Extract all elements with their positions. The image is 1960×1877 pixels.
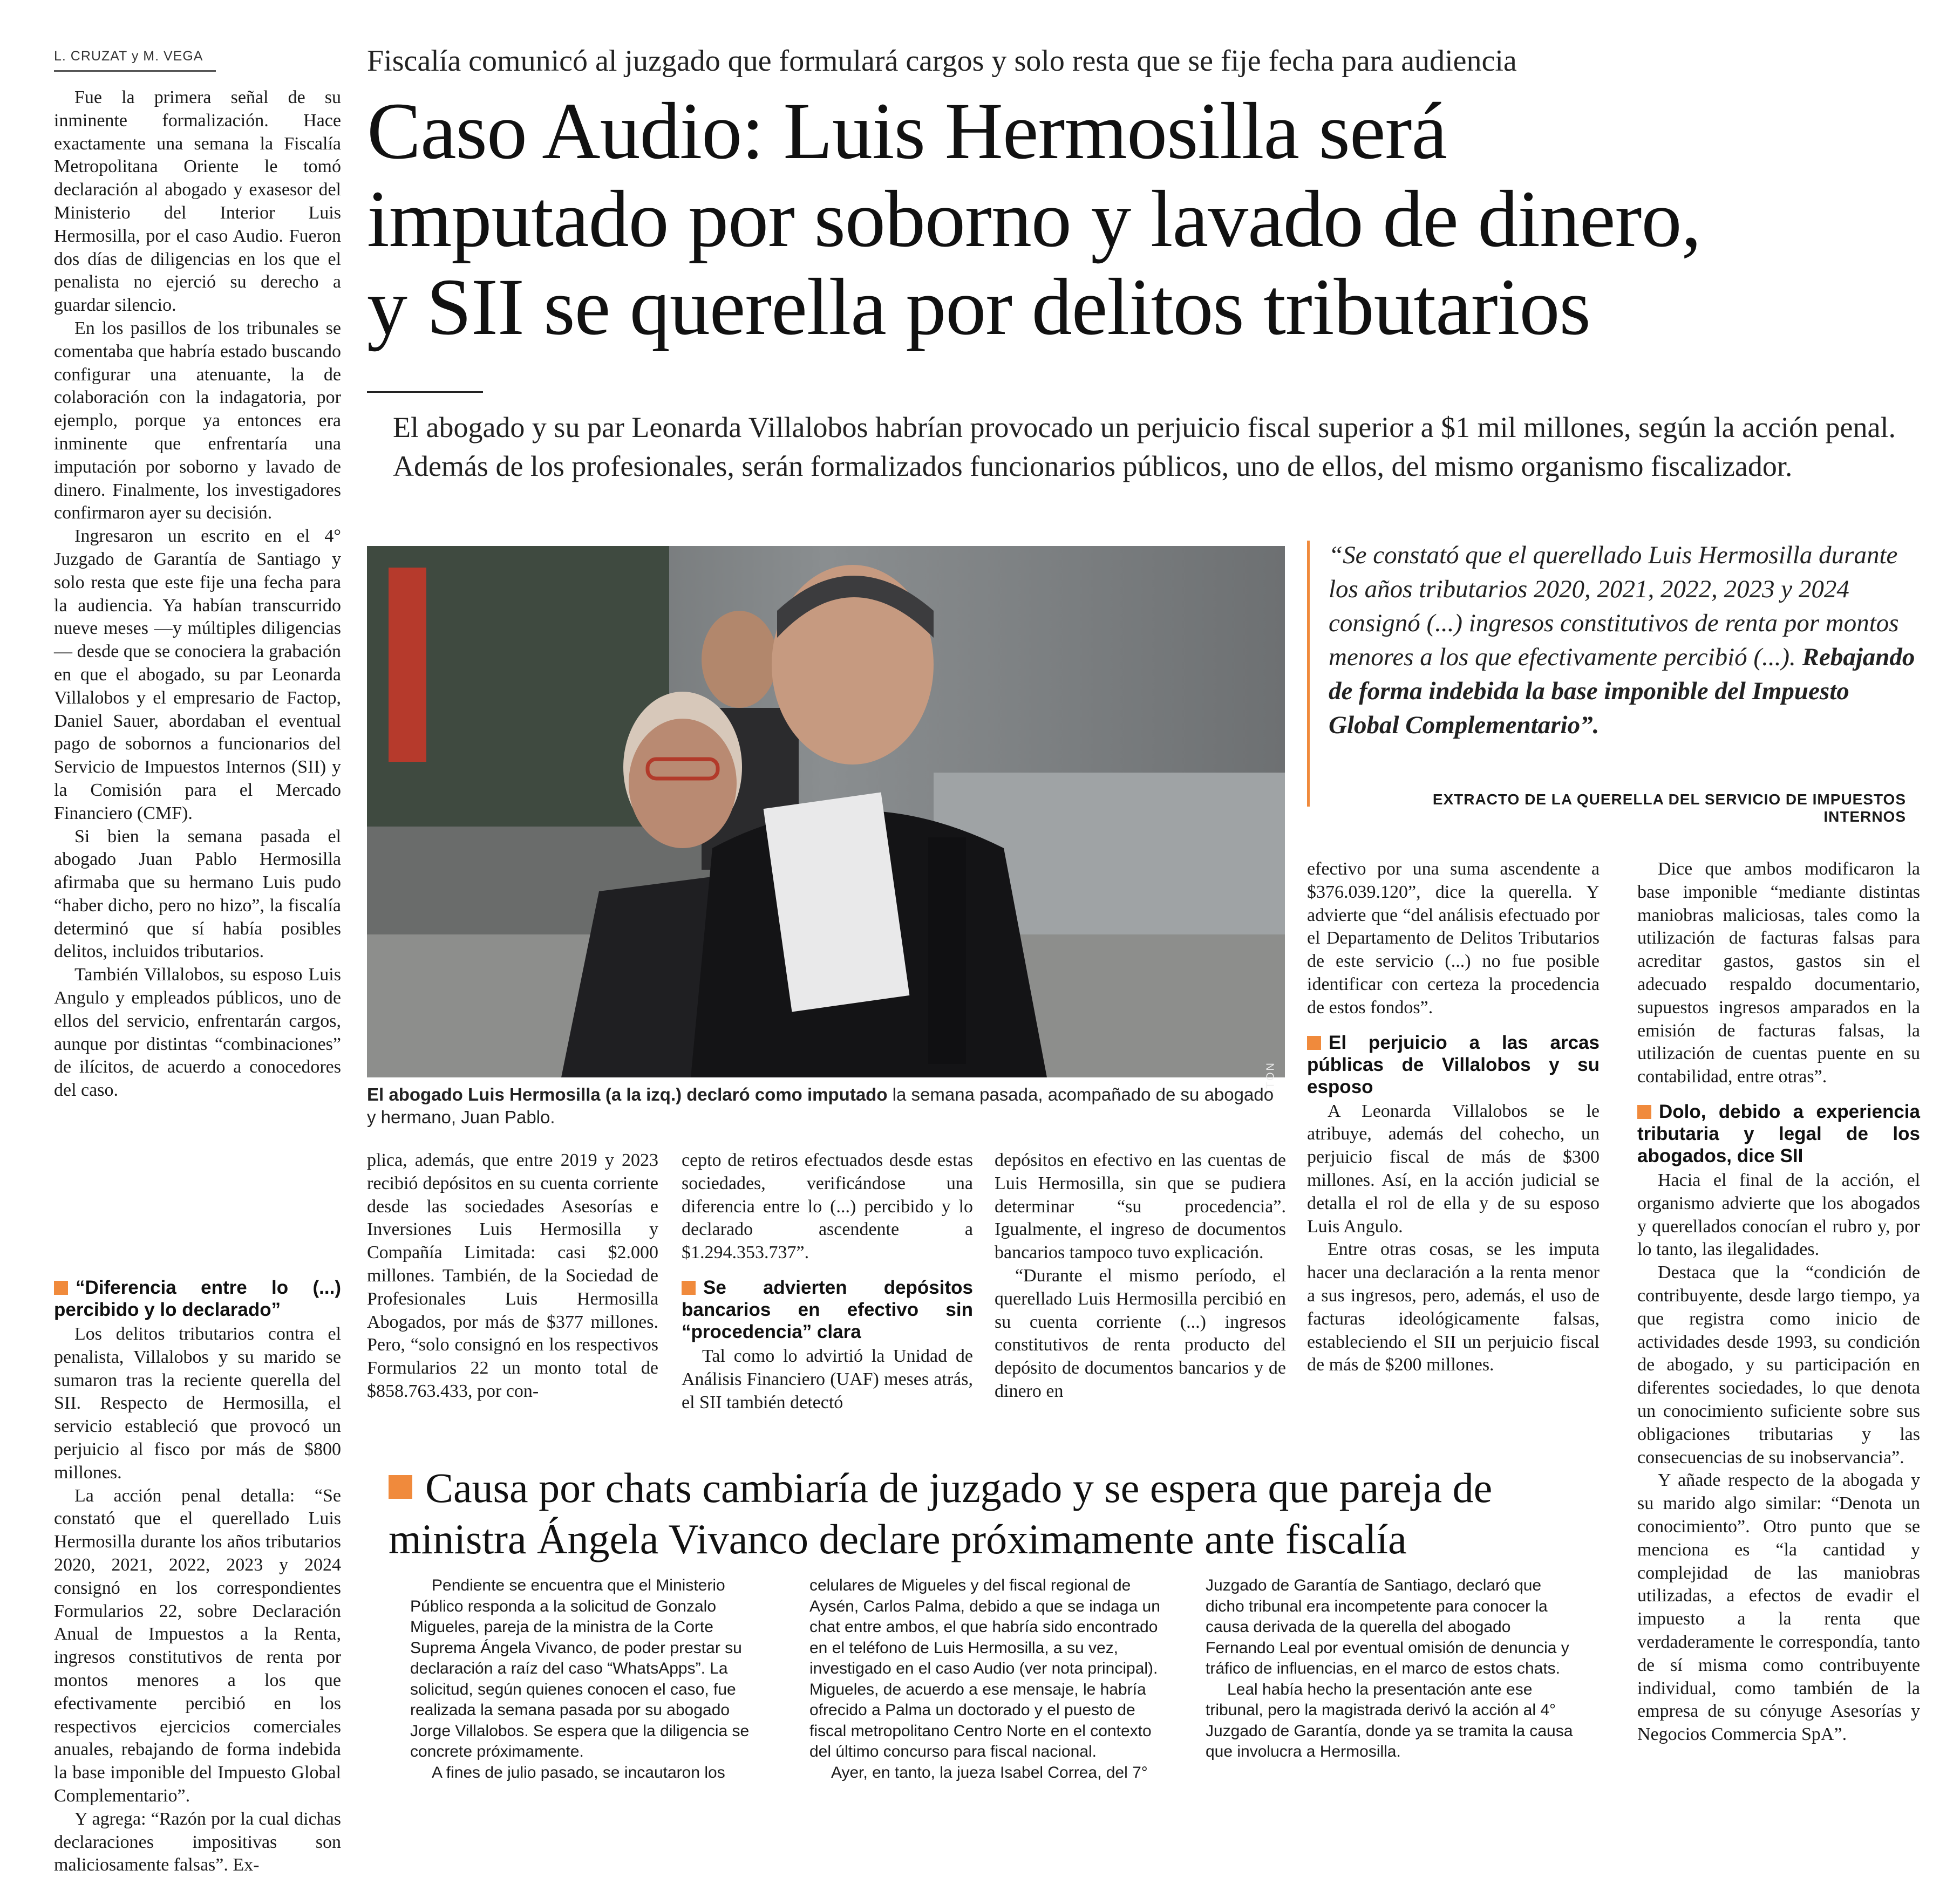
photo-caption xyxy=(367,1083,1284,1129)
subhead: “Diferencia entre lo (...) percibido y lo declarado” xyxy=(54,1277,341,1320)
caption-text: la semana pasada, acompañado de su abogado y hermano, Juan Pablo. xyxy=(367,1084,1274,1127)
paragraph: Tal como lo advirtió la Unidad de Análisis Financiero (UAF) meses atrás, el SII también detectó xyxy=(682,1346,973,1412)
caption-bold: El abogado Luis Hermosilla (a la izq.) declaró como imputado xyxy=(367,1084,888,1104)
article-column-3 xyxy=(682,1149,973,1414)
paragraph: Leal había hecho la presentación ante ese tribunal, pero la magistrada derivó la acción al 4° Juzgado de Garantía, donde ya se tramita la causa que involucra a Hermosilla. xyxy=(1206,1680,1573,1760)
quote-source: EXTRACTO DE LA QUERELLA DEL SERVICIO DE IMPUESTOS INTERNOS xyxy=(1432,791,1906,825)
square-bullet-icon xyxy=(389,1475,412,1499)
paragraph: celulares de Migueles y del fiscal regional de Aysén, Carlos Palma, debido a que se indaga un chat entre ambos, el que habría sido encontrado en el teléfono de Luis Hermosilla, a su vez, investigado en el caso Audio (ver nota principal). Migueles, de acuerdo a ese mensaje, le habría ofrecido a Palma un doctorado y el puesto de fiscal metropolitano Centro Norte en el contexto del último concurso para fiscal nacional. xyxy=(809,1576,1160,1760)
byline-rule xyxy=(54,70,216,72)
paragraph: Destaca que la “condición de contribuyente, desde largo tiempo, ya que registra como inicio de actividades desde 1993, su condición de abogado, y su participación en diferentes sociedades, lo que denota un conocimiento suficiente sobre sus obligaciones tributarias y las consecuencias de su inobservancia”. xyxy=(1637,1262,1920,1468)
quote-text: “Se constató que el querellado Luis Hermosilla durante los años tributarios 2020, 2021, 2022, 2023 y 2024 consignó (...) ingresos constitutivos de renta por montos menores a los que efectivamente percibió (...). xyxy=(1329,541,1899,671)
article-column-2 xyxy=(367,1149,658,1403)
square-bullet-icon xyxy=(54,1281,68,1295)
headline-line: y SII se querella por delitos tributarios xyxy=(367,262,1590,352)
paragraph: depósitos en efectivo en las cuentas de Luis Hermosilla, sin que se pudiera determinar “su procedencia”. Igualmente, el ingreso de documentos bancarios tampoco tuvo explicación. xyxy=(995,1150,1286,1263)
paragraph: plica, además, que entre 2019 y 2023 recibió depósitos en su cuenta corriente desde las sociedades Asesorías e Inversiones Luis Hermosilla y Compañía Limitada: casi $2.000 millones. También, de la Sociedad de Profesionales Luis Hermosilla Abogados, por más de $377 millones. Pero, “solo consignó en los respectivos Formularios 22 un monto total de $858.763.433, por con- xyxy=(367,1150,658,1401)
subhead: Dolo, debido a experiencia tributaria y legal de los abogados, dice SII xyxy=(1637,1101,1920,1166)
paragraph: Hacia el final de la acción, el organismo advierte que los abogados y querellados conocían el rubro y, por lo tanto, las ilegalidades. xyxy=(1637,1170,1920,1260)
quote-bold: Rebajando de forma indebida la base imponible del Impuesto Global Complementario”. xyxy=(1329,643,1915,739)
photo-illustration xyxy=(367,546,1285,1077)
secondary-column-3 xyxy=(1206,1575,1578,1763)
paragraph: Si bien la semana pasada el abogado Juan Pablo Hermosilla afirmaba que su hermano Luis pudo “haber dicho, pero no hizo”, la fiscalía determinó que sí había posibles delitos, incluidos tributarios. xyxy=(54,826,341,962)
paragraph: Entre otras cosas, se les imputa hacer una declaración a la renta menor a sus ingresos, pero, además, el uso de facturas ideológicamente falsas, estableciendo el SII un perjuicio fiscal de más de $200 millones. xyxy=(1307,1239,1600,1375)
paragraph: “Durante el mismo período, el querellado Luis Hermosilla percibió en su cuenta corriente (...) ingresos constitutivos de renta producto del depósito de documentos bancarios y de dinero en xyxy=(995,1265,1286,1401)
article-column-1 xyxy=(54,86,341,1102)
secondary-headline: Causa por chats cambiaría de juzgado y se espera que pareja de ministra Ángela Vivanco declare próximamente ante fiscalía xyxy=(389,1464,1493,1562)
paragraph: Y agrega: “Razón por la cual dichas declaraciones impositivas son maliciosamente falsas”. Ex- xyxy=(54,1808,341,1875)
quote-accent-bar xyxy=(1307,541,1310,807)
paragraph: Juzgado de Garantía de Santiago, declaró que dicho tribunal era incompetente para conocer la causa derivada de la querella del abogado Fernando Leal por eventual omisión de denuncia y tráfico de influencias, en el marco de estos chats. xyxy=(1206,1576,1569,1677)
article-column-1-lower xyxy=(54,1277,341,1877)
subhead: El perjuicio a las arcas públicas de Villalobos y su esposo xyxy=(1307,1032,1600,1097)
paragraph: La acción penal detalla: “Se constató que el querellado Luis Hermosilla durante los años tributarios 2020, 2021, 2022, 2023 y 2024 consignó en los correspondientes Formularios 22, sobre Declaración Anual de Impuestos a la Renta, ingresos constitutivos de renta por montos menores a los que efectivamente percibió en los respectivos ejercicios comerciales anuales, rebajando de forma indebida la base imponible del Impuesto Global Complementario”. xyxy=(54,1485,341,1806)
paragraph: Pendiente se encuentra que el Ministerio Público responda a la solicitud de Gonzalo Migueles, pareja de la ministra de la Corte Suprema Ángela Vivanco, de poder prestar su declaración a raíz del caso “WhatsApps”. La solicitud, según quienes conocen el caso, fue realizada la semana pasada por su abogado Jorge Villalobos. Se espera que la diligencia se concrete próximamente. xyxy=(410,1576,750,1760)
photo-credit: ATON xyxy=(1265,1061,1277,1097)
article-column-6 xyxy=(1637,858,1920,1746)
byline: L. CRUZAT y M. VEGA xyxy=(54,49,203,64)
paragraph: Los delitos tributarios contra el penalista, Villalobos y su marido se sumaron tras la reciente querella del SII. Respecto de Hermosilla, el servicio estableció que provocó un perjuicio al fisco por más de $800 millones. xyxy=(54,1324,341,1483)
square-bullet-icon xyxy=(682,1281,696,1295)
secondary-column-2 xyxy=(809,1575,1160,1783)
paragraph: efectivo por una suma ascendente a $376.039.120”, dice la querella. Y advierte que “del análisis efectuado por el Departamento de Delitos Tributarios de este servicio (...) no fue posible identificar con certeza la procedencia de estos fondos”. xyxy=(1307,859,1600,1018)
kicker: Fiscalía comunicó al juzgado que formulará cargos y solo resta que se fije fecha para audiencia xyxy=(367,44,1517,78)
paragraph: Ayer, en tanto, la jueza Isabel Correa, del 7° xyxy=(831,1763,1148,1782)
headline-line: Caso Audio: Luis Hermosilla será xyxy=(367,86,1447,176)
deck: El abogado y su par Leonarda Villalobos habrían provocado un perjuicio fiscal superior a $1 mil millones, según la acción penal. Además de los profesionales, serán formalizados funcionarios públicos, uno de ellos, del mismo organismo fiscalizador. xyxy=(393,411,1896,482)
square-bullet-icon xyxy=(1637,1105,1651,1119)
article-column-4 xyxy=(995,1149,1286,1403)
paragraph: A fines de julio pasado, se incautaron los xyxy=(432,1763,725,1782)
paragraph: Y añade respecto de la abogada y su marido algo similar: “Denota un conocimiento”. Otro punto que se menciona es “la cantidad y complejidad de las maniobras utilizadas, a efectos de evadir el impuesto a la renta que verdaderamente le correspondía, tanto de sí misma como contribuyente individual, como también de la empresa de su cónyuge Asesorías y Negocios Commercia SpA”. xyxy=(1637,1470,1920,1745)
paragraph: En los pasillos de los tribunales se comentaba que habría estado buscando configurar una atenuante, la de colaboración con la indagatoria, por ejemplo, porque ya entonces era inminente que enfrentaría una imputación por soborno y lavado de dinero. Finalmente, los investigadores confirmaron ayer su decisión. xyxy=(54,318,341,523)
paragraph: cepto de retiros efectuados desde estas sociedades, verificándose una diferencia entre lo (...) percibido y lo declarado ascendente a $1.294.353.737”. xyxy=(682,1150,973,1263)
square-bullet-icon xyxy=(1307,1036,1321,1050)
subhead: Se advierten depósitos bancarios en efectivo sin “procedencia” clara xyxy=(682,1277,973,1342)
paragraph: A Leonarda Villalobos se le atribuye, además del cohecho, un perjuicio fiscal de más de $300 millones. Así, en la acción judicial se detalla el rol de ella y de su esposo Luis Angulo. xyxy=(1307,1101,1600,1237)
headline-rule xyxy=(367,391,483,393)
headline-line: imputado por soborno y lavado de dinero, xyxy=(367,174,1701,264)
article-column-5 xyxy=(1307,858,1600,1377)
pull-quote xyxy=(1329,538,1917,742)
paragraph: Fue la primera señal de su inminente formalización. Hace exactamente una semana la Fiscalía Metropolitana Oriente le tomó declaración al abogado y exasesor del Ministerio del Interior Luis Hermosilla, por el caso Audio. Fueron dos días de diligencias en los que el penalista no ejerció su derecho a guardar silencio. xyxy=(54,87,341,316)
paragraph: Ingresaron un escrito en el 4° Juzgado de Garantía de Santiago y solo resta que este fije una fecha para la audiencia. Ya habían transcurrido nueve meses —y múltiples diligencias— desde que se conociera la grabación en que el abogado, su par Leonarda Villalobos y el empresario de Factop, Daniel Sauer, abordaban el eventual pago de sobornos a funcionarios del Servicio de Impuestos Internos (SII) y la Comisión para el Mercado Financiero (CMF). xyxy=(54,526,341,823)
secondary-column-1 xyxy=(410,1575,761,1783)
paragraph: También Villalobos, su esposo Luis Angulo y empleados públicos, uno de ellos del servicio, enfrentarán cargos, aunque por distintas “combinaciones” de ilícitos, de acuerdo a conocedores del caso. xyxy=(54,965,341,1101)
headline xyxy=(367,87,1932,351)
paragraph: Dice que ambos modificaron la base imponible “mediante distintas maniobras maliciosas, tales como la utilización de facturas falsas para acreditar gastos, gastos sin el adecuado respaldo documentario, supuestos ingresos amparados en la emisión de facturas falsas, la utilización de cuentas puente en su contabilidad, entre otras”. xyxy=(1637,859,1920,1087)
